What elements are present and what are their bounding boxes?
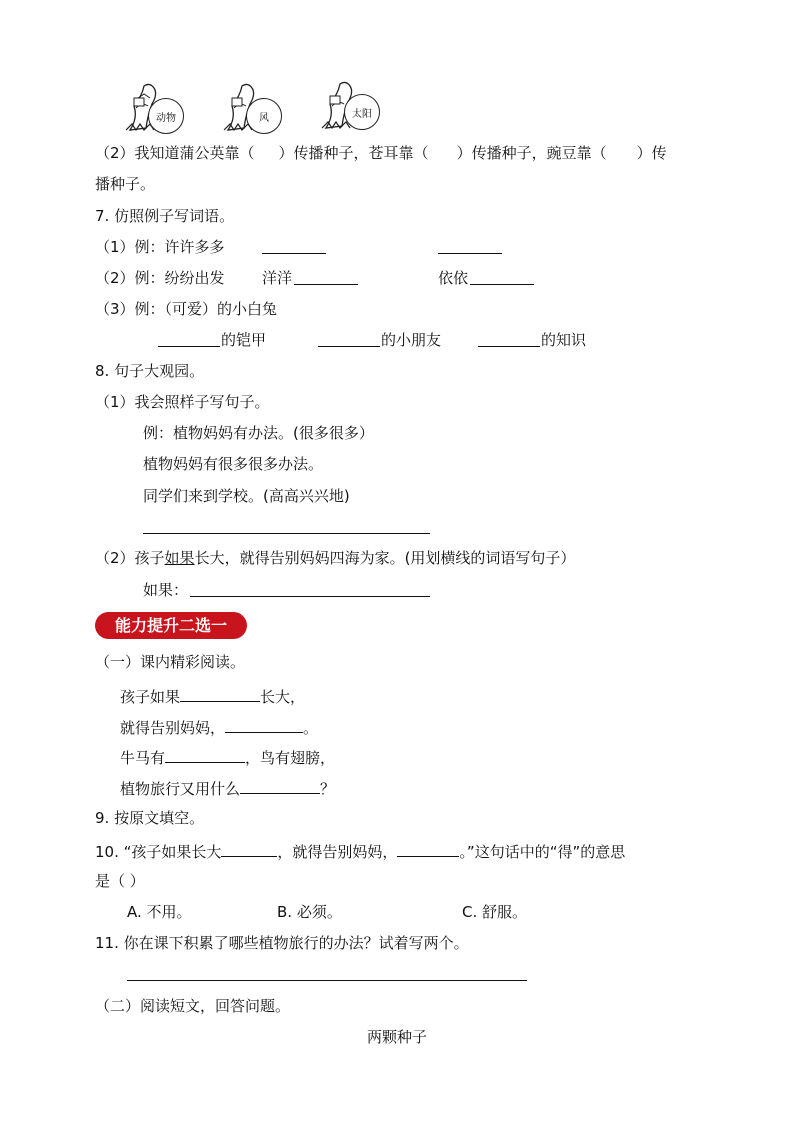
reading1-blank-2[interactable]	[225, 716, 303, 733]
q10-line1	[95, 840, 625, 862]
reading1-blank-4[interactable]	[240, 777, 320, 794]
q10-text-a: 10. “孩子如果长大	[95, 843, 222, 861]
q7-item3: （3）例：（可爱）的小白兔	[95, 300, 278, 318]
seed-text-d: ）传	[636, 144, 667, 162]
q11-title: 11. 你在课下积累了哪些植物旅行的办法？试着写两个。	[95, 934, 469, 952]
q10-blank-2[interactable]	[397, 840, 459, 857]
seed-question-line1	[95, 143, 667, 163]
q8-answer-line-1[interactable]	[143, 533, 430, 534]
q9-title: 9. 按原文填空。	[95, 809, 205, 827]
reading1-blank-1[interactable]	[180, 685, 260, 702]
seed-text-b: ）传播种子，苍耳靠（	[278, 144, 429, 162]
picture-label: 太阳	[352, 108, 372, 120]
reading1-line3-a: 牛马有	[120, 749, 166, 767]
reading1-line2	[120, 716, 318, 738]
reading1-line3	[120, 746, 335, 768]
picture-label-circle	[344, 94, 380, 130]
q10-option-c[interactable]: C. 舒服。	[462, 903, 528, 921]
q10-option-b[interactable]: B. 必须。	[277, 903, 342, 921]
reading1-line1-a: 孩子如果	[120, 688, 181, 706]
q7-blank-5[interactable]	[158, 346, 220, 347]
q8-sub2-underlined-word: 如果	[164, 549, 195, 567]
q7-blank-3[interactable]	[294, 284, 358, 285]
q7-blank-1[interactable]	[262, 253, 326, 254]
seed-question-line2: 播种子。	[95, 175, 156, 193]
q7-item1: （1）例：许许多多	[95, 238, 225, 256]
section-banner: 能力提升二选一	[95, 612, 247, 639]
q8-sub1: （1）我会照样子写句子。	[95, 393, 270, 411]
q11-answer-line[interactable]	[127, 980, 527, 981]
reading1-title: （一）课内精彩阅读。	[95, 653, 246, 671]
q10-line2: 是（ ）	[95, 872, 145, 890]
picture-label-circle	[148, 98, 184, 134]
q10-text-b: ，就得告别妈妈，	[277, 843, 398, 861]
reading1-line1-b: 长大，	[260, 688, 306, 706]
q7-item2-b: 依依	[438, 269, 469, 287]
reading1-line2-b: 。	[303, 719, 319, 737]
q7-title: 7. 仿照例子写词语。	[95, 207, 235, 225]
picture-label: 风	[259, 112, 269, 124]
reading1-line4	[120, 777, 335, 799]
q7-item3-b: 的小朋友	[381, 331, 442, 349]
dandelion-picture-1	[124, 78, 194, 134]
q8-prompt: 同学们来到学校。(高高兴兴地)	[143, 487, 350, 505]
q7-blank-6[interactable]	[318, 346, 380, 347]
q10-text-c: 。”这句话中的“得”的意思	[459, 843, 626, 861]
q7-item3-a: 的铠甲	[221, 331, 267, 349]
dandelion-picture-3	[320, 74, 390, 132]
q8-answer-line-2[interactable]	[190, 596, 430, 597]
picture-label-circle	[246, 98, 282, 134]
q7-blank-4[interactable]	[470, 284, 534, 285]
q8-example: 例：植物妈妈有办法。(很多很多）	[143, 424, 374, 442]
q7-item2: （2）例：纷纷出发	[95, 269, 225, 287]
reading1-blank-3[interactable]	[165, 746, 245, 763]
reading1-line3-b: ，鸟有翅膀，	[245, 749, 336, 767]
reading2-title: （二）阅读短文，回答问题。	[95, 997, 291, 1015]
q7-blank-7[interactable]	[478, 346, 540, 347]
reading1-line1	[120, 685, 305, 707]
reading1-line4-b: ？	[320, 780, 336, 798]
q8-sub2-label: 如果：	[143, 581, 189, 599]
seed-text-c: ）传播种子，豌豆靠（	[456, 144, 607, 162]
dandelion-picture-2	[222, 78, 292, 134]
seed-text-a: （2）我知道蒲公英靠（	[95, 144, 255, 162]
q7-blank-2[interactable]	[438, 253, 502, 254]
reading1-line2-a: 就得告别妈妈，	[120, 719, 226, 737]
passage-title: 两颗种子	[366, 1028, 427, 1046]
q8-sub2	[95, 548, 575, 568]
q8-title: 8. 句子大观园。	[95, 362, 205, 380]
picture-label: 动物	[156, 112, 176, 124]
q10-option-a[interactable]: A. 不用。	[127, 903, 192, 921]
q7-item2-a: 洋洋	[262, 269, 293, 287]
q8-example-answer: 植物妈妈有很多很多办法。	[143, 455, 324, 473]
q7-item3-c: 的知识	[541, 331, 587, 349]
q8-sub2-text-a: （2）孩子	[95, 549, 165, 567]
reading1-line4-a: 植物旅行又用什么	[120, 780, 241, 798]
q10-blank-1[interactable]	[221, 840, 277, 857]
q8-sub2-text-b: 长大，就得告别妈妈四海为家。(用划横线的词语写句子）	[194, 549, 576, 567]
